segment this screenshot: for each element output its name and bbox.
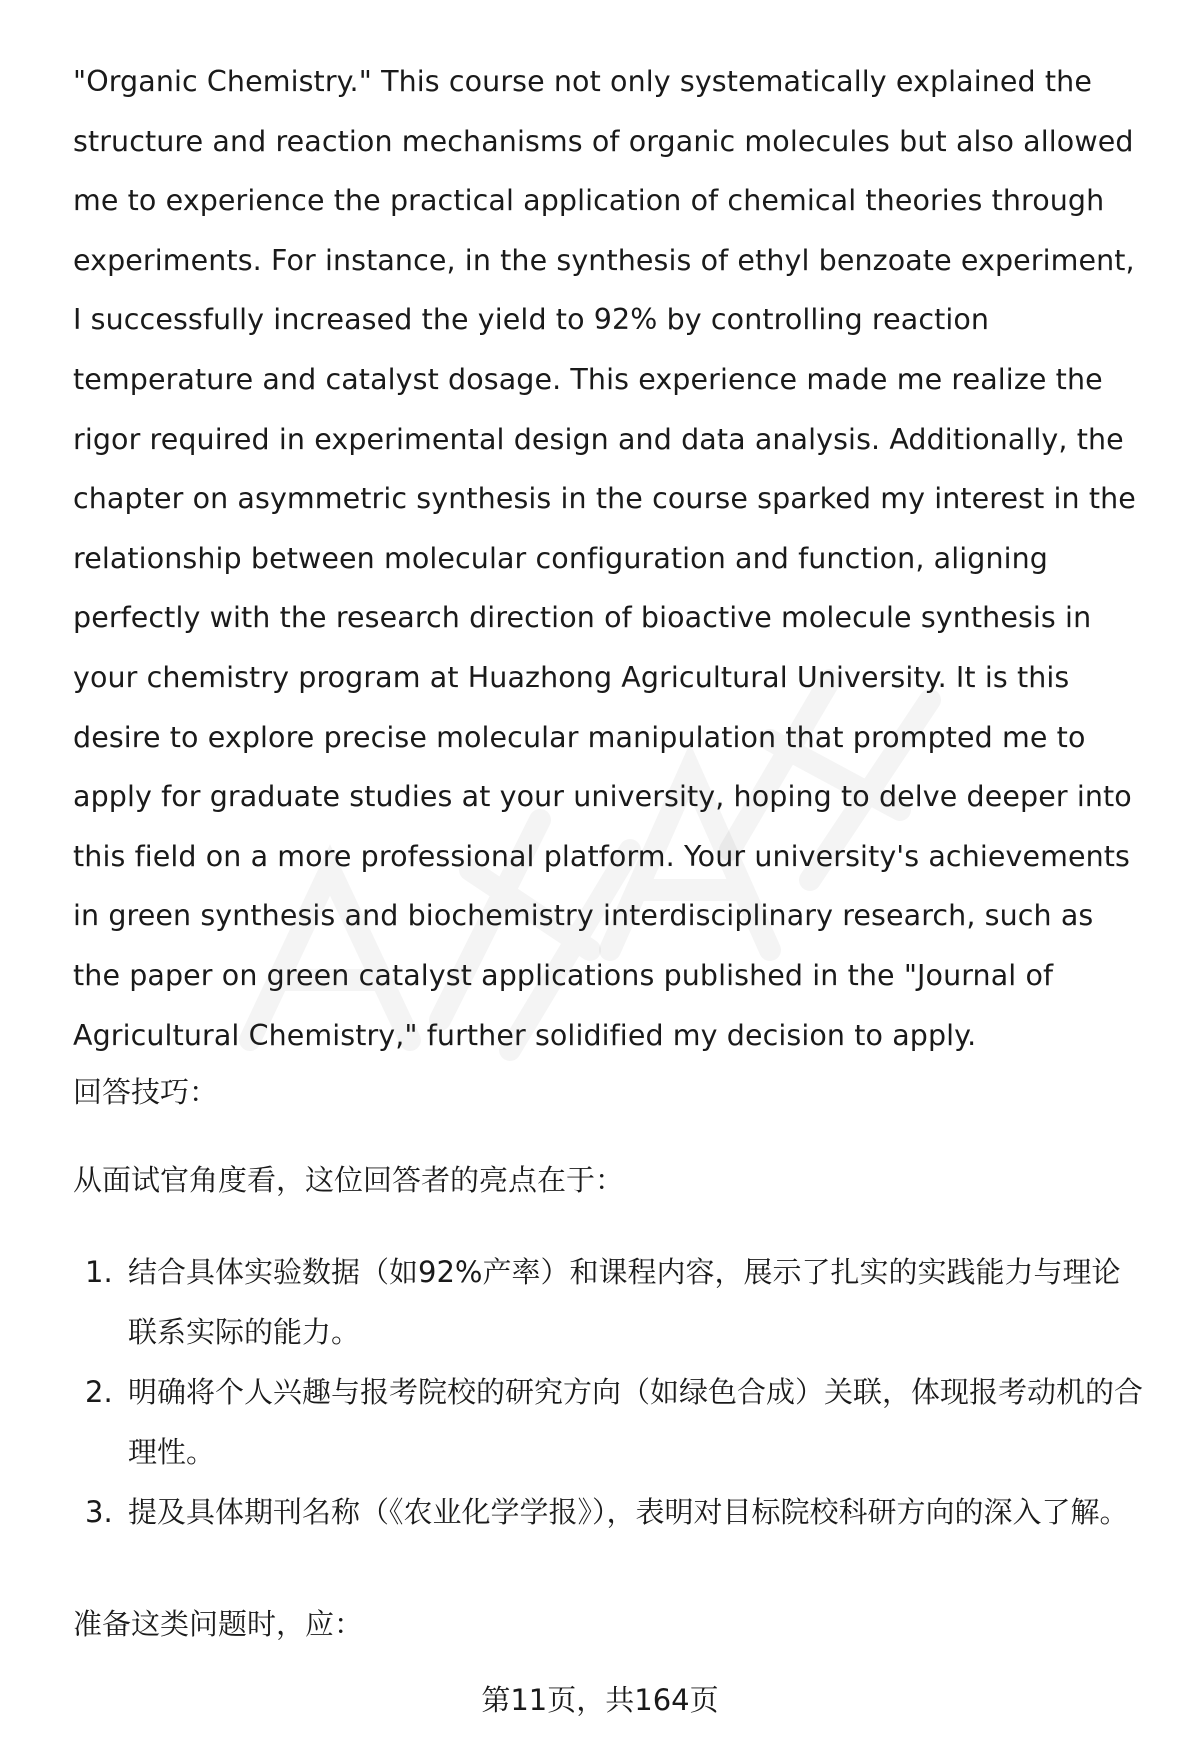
prep-heading: 准备这类问题时，应： xyxy=(73,1607,364,1641)
tips-intro: 从面试官角度看，这位回答者的亮点在于： xyxy=(73,1163,625,1197)
list-item-number: 2. xyxy=(85,1375,113,1409)
answer-body xyxy=(73,52,1143,1065)
list-item-text: 结合具体实验数据（如92%产率）和课程内容，展示了扎实的实践能力与理论联系实际的能力。 xyxy=(128,1255,1121,1349)
list-item-number: 1. xyxy=(85,1255,113,1289)
page-footer: 第11页，共164页 xyxy=(481,1683,719,1717)
list-item-text: 明确将个人兴趣与报考院校的研究方向（如绿色合成）关联，体现报考动机的合理性。 xyxy=(128,1375,1144,1469)
tips-heading: 回答技巧： xyxy=(73,1075,219,1109)
answer-paragraph: "Organic Chemistry." This course not only systematically explained the structure and reaction mechanisms of organic molecules but also allowed me to experience the practical application of chemical theories through experiments. For instance, in the synthesis of ethyl benzoate experiment, I successfully increased the yield to 92% by controlling reaction temperature and catalyst dosage. This experience made me realize the rigor required in experimental design and data analysis. Additionally, the chapter on asymmetric synthesis in the course sparked my interest in the relationship between molecular configuration and function, aligning perfectly with the research direction of bioactive molecule synthesis in your chemistry program at Huazhong Agricultural University. It is this desire to explore precise molecular manipulation that prompted me to apply for graduate studies at your university, hoping to delve deeper into this field on a more professional platform. Your university's achievements in green synthesis and biochemistry interdisciplinary research, such as the paper on green catalyst applications published in the "Journal of Agricultural Chemistry," further solidified my decision to apply. xyxy=(73,65,1136,1052)
list-item-text: 提及具体期刊名称（《农业化学学报》），表明对目标院校科研方向的深入了解。 xyxy=(128,1495,1129,1529)
list-item-number: 3. xyxy=(85,1495,113,1529)
list-item xyxy=(73,1482,1148,1542)
tips-list xyxy=(73,1242,1148,1542)
list-item xyxy=(73,1362,1148,1482)
list-item xyxy=(73,1242,1148,1362)
